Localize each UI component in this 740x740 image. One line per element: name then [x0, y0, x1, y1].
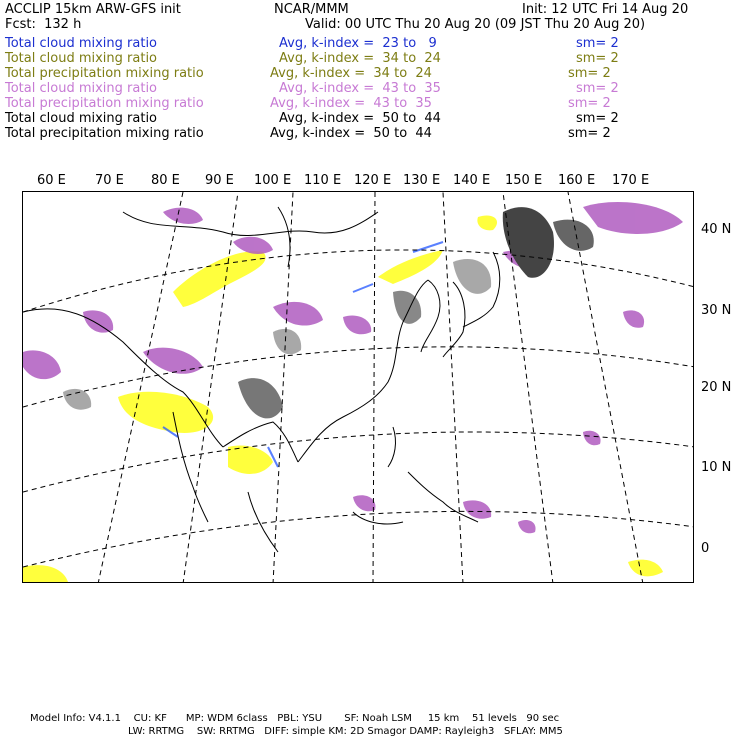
lon-label: 160 E [558, 173, 596, 188]
lon-label: 110 E [304, 173, 342, 188]
field-name: Total cloud mixing ratio [5, 81, 158, 96]
center-label: NCAR/MMM [274, 2, 349, 17]
init-time: Init: 12 UTC Fri 14 Aug 20 [522, 2, 689, 17]
field-name: Total precipitation mixing ratio [5, 126, 204, 141]
field-stat: Avg, k-index = 50 to 44 [270, 126, 432, 141]
forecast-hour: Fcst: 132 h [5, 17, 82, 32]
map-canvas [23, 192, 694, 583]
lat-label: 20 N [701, 380, 732, 395]
lon-label: 140 E [453, 173, 491, 188]
lon-label: 60 E [37, 173, 66, 188]
field-name: Total precipitation mixing ratio [5, 96, 204, 111]
valid-time: Valid: 00 UTC Thu 20 Aug 20 (09 JST Thu 20 Aug 20) [305, 17, 646, 32]
field-name: Total cloud mixing ratio [5, 111, 158, 126]
field-smoothing: sm= 2 [576, 81, 619, 96]
field-smoothing: sm= 2 [568, 96, 611, 111]
field-stat: Avg, k-index = 23 to 9 [279, 36, 437, 51]
lat-label: 40 N [701, 222, 732, 237]
lon-label: 170 E [612, 173, 650, 188]
field-stat: Avg, k-index = 34 to 24 [270, 66, 432, 81]
lon-label: 120 E [354, 173, 392, 188]
lon-label: 100 E [254, 173, 292, 188]
lon-label: 80 E [151, 173, 180, 188]
model-info-line2: LW: RRTMG SW: RRTMG DIFF: simple KM: 2D Smagor DAMP: Rayleigh3 SFLAY: MM5 [128, 726, 563, 737]
field-stat: Avg, k-index = 43 to 35 [279, 81, 441, 96]
field-stat: Avg, k-index = 34 to 24 [279, 51, 441, 66]
lon-label: 70 E [95, 173, 124, 188]
precip-yellow-layer [23, 215, 663, 583]
field-name: Total cloud mixing ratio [5, 51, 158, 66]
field-name: Total precipitation mixing ratio [5, 66, 204, 81]
field-smoothing: sm= 2 [568, 66, 611, 81]
field-smoothing: sm= 2 [576, 36, 619, 51]
cloud-gray-layer [63, 207, 594, 418]
lat-label: 0 [701, 541, 710, 556]
graticule [23, 192, 694, 583]
lat-label: 10 N [701, 460, 732, 475]
field-name: Total cloud mixing ratio [5, 36, 158, 51]
model-title: ACCLIP 15km ARW-GFS init [5, 2, 181, 17]
lat-label: 30 N [701, 303, 732, 318]
lon-label: 90 E [205, 173, 234, 188]
field-stat: Avg, k-index = 50 to 44 [279, 111, 441, 126]
forecast-map [22, 191, 694, 583]
field-smoothing: sm= 2 [568, 126, 611, 141]
model-info-line1: Model Info: V4.1.1 CU: KF MP: WDM 6class PBL: YSU SF: Noah LSM 15 km 51 levels 90 sec [30, 713, 560, 724]
field-stat: Avg, k-index = 43 to 35 [270, 96, 432, 111]
field-smoothing: sm= 2 [576, 51, 619, 66]
lon-label: 130 E [403, 173, 441, 188]
lon-label: 150 E [505, 173, 543, 188]
field-smoothing: sm= 2 [576, 111, 619, 126]
cloud-purple-layer [23, 202, 683, 533]
